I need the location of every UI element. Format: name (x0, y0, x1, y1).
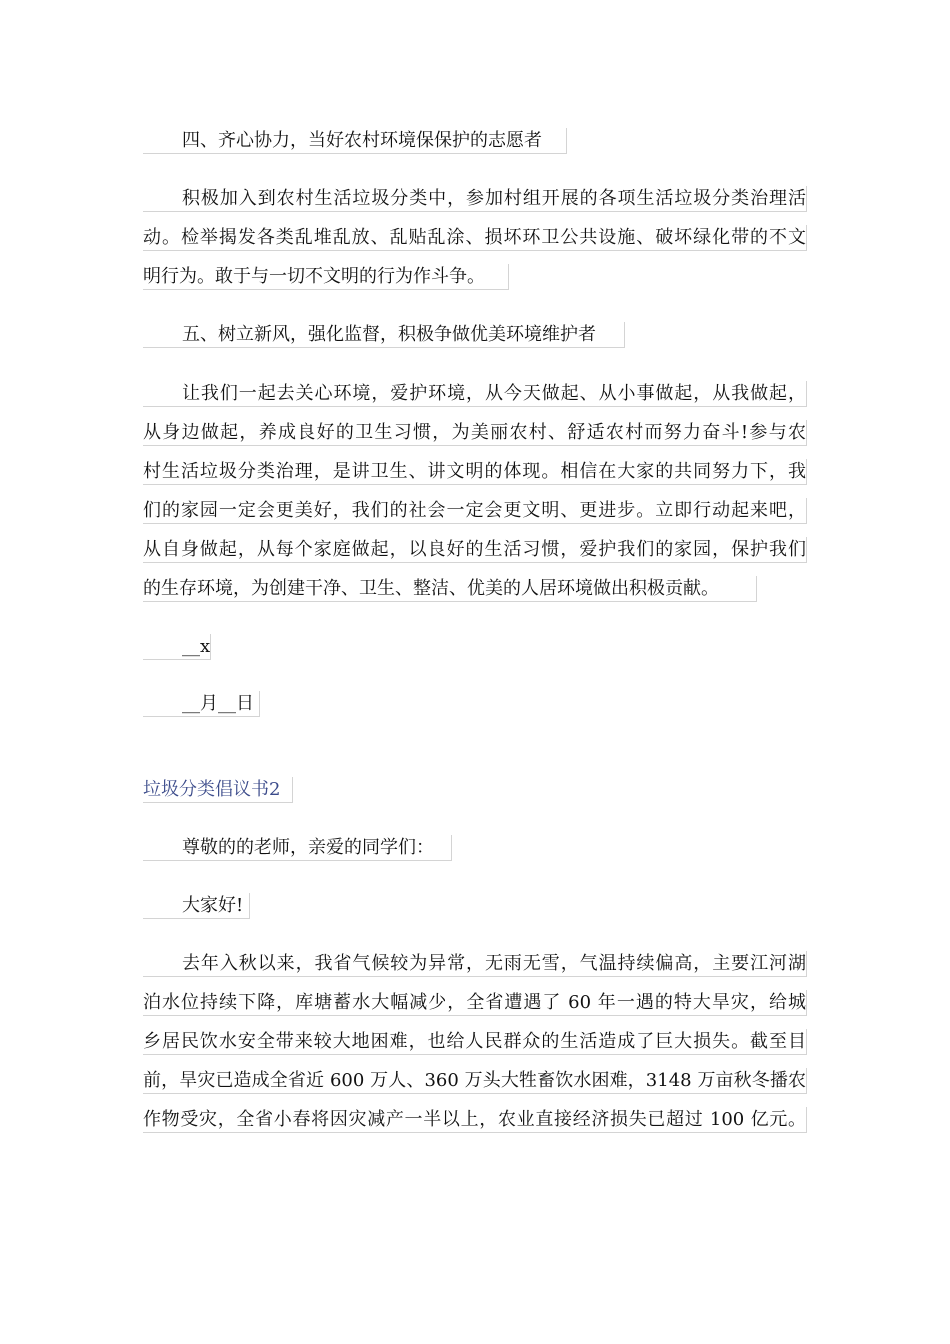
paragraph-line: 们的家园一定会更美好，我们的社会一定会更文明、更进步。立即行动起来吧， (143, 498, 807, 524)
signature-name: __x (143, 634, 211, 660)
paragraph-line: 的生存环境，为创建干净、卫生、整洁、优美的人居环境做出积极贡献。 (143, 576, 757, 602)
signature-date: __月__日 (143, 691, 260, 717)
paragraph-line: 积极加入到农村生活垃圾分类中，参加村组开展的各项生活垃圾分类治理活 (143, 186, 807, 212)
paragraph-line: 作物受灾，全省小春将因灾减产一半以上，农业直接经济损失已超过 100 亿元。 (143, 1107, 807, 1133)
section-heading-5: 五、树立新风，强化监督，积极争做优美环境维护者 (143, 322, 625, 348)
paragraph-line: 让我们一起去关心环境，爱护环境，从今天做起、从小事做起，从我做起， (143, 381, 807, 407)
paragraph-line: 村生活垃圾分类治理，是讲卫生、讲文明的体现。相信在大家的共同努力下，我 (143, 459, 807, 485)
paragraph-line: 动。检举揭发各类乱堆乱放、乱贴乱涂、损坏环卫公共设施、破坏绿化带的不文 (143, 225, 807, 251)
paragraph-line: 从自身做起，从每个家庭做起，以良好的生活习惯，爱护我们的家园，保护我们 (143, 537, 807, 563)
paragraph-line: 乡居民饮水安全带来较大地困难，也给人民群众的生活造成了巨大损失。截至目 (143, 1029, 807, 1055)
paragraph-line: 去年入秋以来，我省气候较为异常，无雨无雪，气温持续偏高，主要江河湖 (143, 951, 807, 977)
greeting: 大家好! (143, 893, 250, 919)
salutation: 尊敬的的老师，亲爱的同学们： (143, 835, 452, 861)
paragraph-line: 前，旱灾已造成全省近 600 万人、360 万头大牲畜饮水困难，3148 万亩秋冬播农 (143, 1068, 807, 1094)
paragraph-line: 泊水位持续下降，库塘蓄水大幅减少，全省遭遇了 60 年一遇的特大旱灾，给城 (143, 990, 807, 1016)
paragraph-line: 从身边做起，养成良好的卫生习惯，为美丽农村、舒适农村而努力奋斗!参与农 (143, 420, 807, 446)
document-title: 垃圾分类倡议书2 (143, 777, 293, 803)
section-heading-4: 四、齐心协力，当好农村环境保保护的志愿者 (143, 128, 567, 154)
paragraph-line: 明行为。敢于与一切不文明的行为作斗争。 (143, 264, 509, 290)
